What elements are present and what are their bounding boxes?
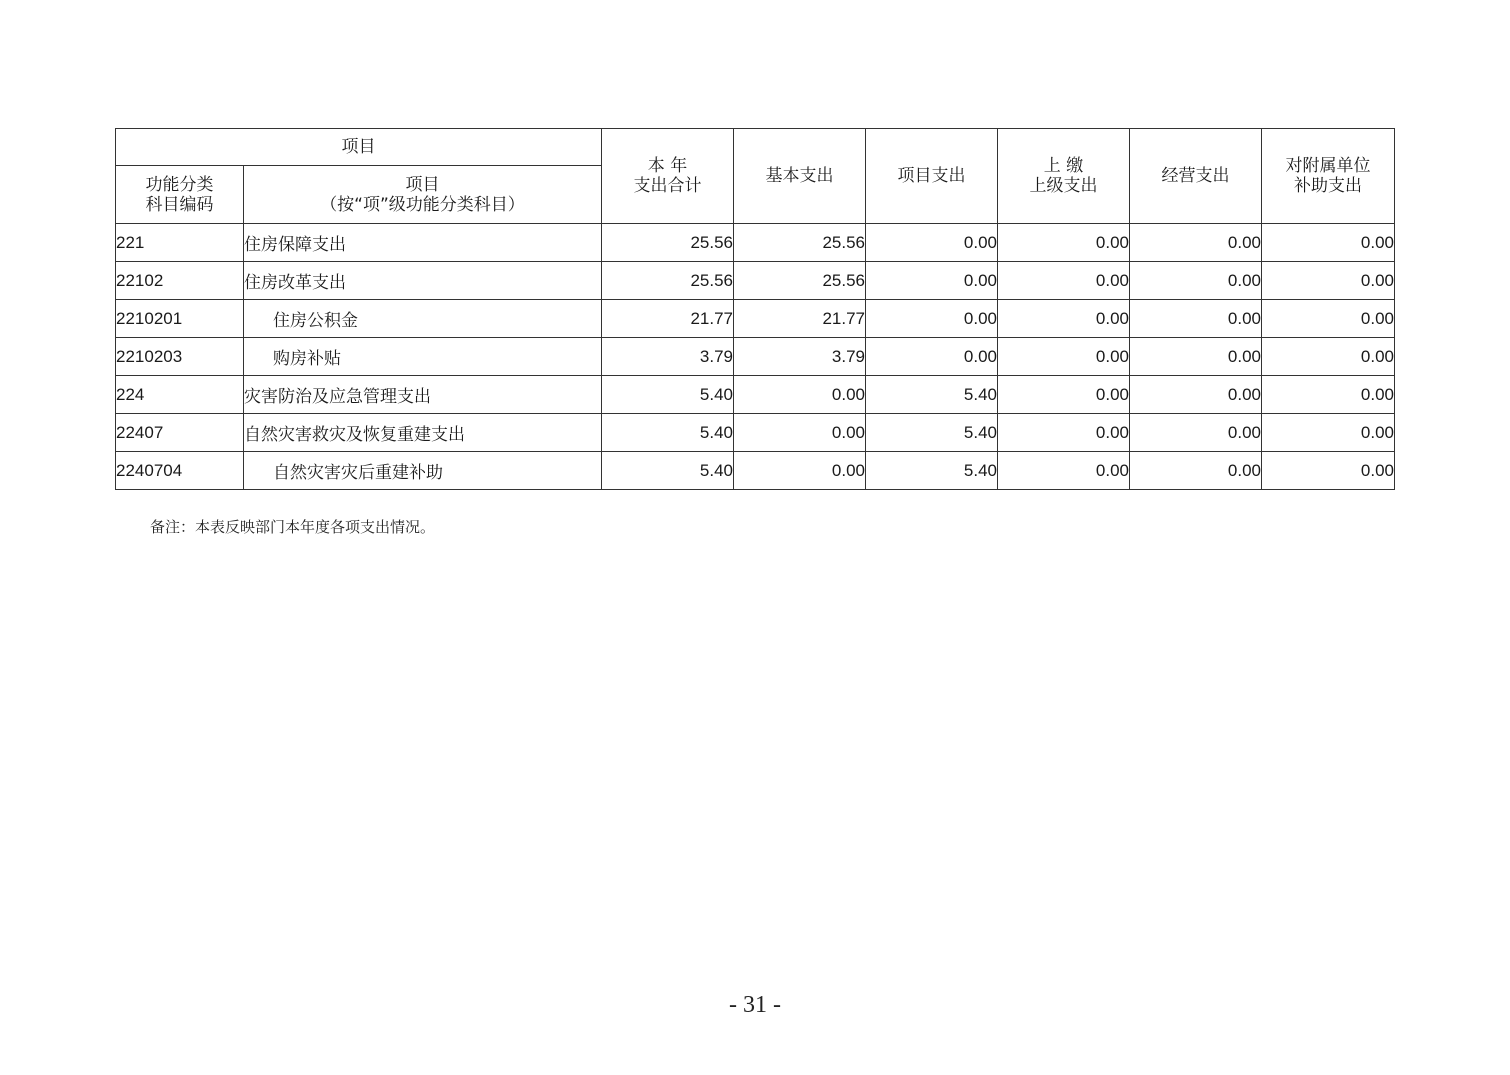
row-upper: 0.00: [998, 338, 1130, 376]
row-basic: 21.77: [734, 300, 866, 338]
row-project: 5.40: [866, 414, 998, 452]
table-row: [116, 300, 1395, 338]
row-code: 2210203: [116, 338, 244, 376]
row-subsidy: 0.00: [1262, 452, 1395, 490]
row-project: 0.00: [866, 300, 998, 338]
row-name: 购房补贴: [244, 338, 602, 376]
row-subsidy: 0.00: [1262, 224, 1395, 262]
row-total: 5.40: [602, 376, 734, 414]
table-row: [116, 262, 1395, 300]
row-name: 住房公积金: [244, 300, 602, 338]
row-project: 5.40: [866, 376, 998, 414]
row-upper: 0.00: [998, 376, 1130, 414]
row-total: 25.56: [602, 224, 734, 262]
row-total: 5.40: [602, 414, 734, 452]
row-subsidy: 0.00: [1262, 414, 1395, 452]
row-business: 0.00: [1130, 452, 1262, 490]
table-body: [116, 224, 1395, 490]
row-total: 25.56: [602, 262, 734, 300]
row-basic: 0.00: [734, 376, 866, 414]
header-business: 经营支出: [1130, 129, 1262, 224]
row-project: 0.00: [866, 262, 998, 300]
row-upper: 0.00: [998, 452, 1130, 490]
header-upper: 上 缴 上级支出: [998, 129, 1130, 224]
table-row: [116, 224, 1395, 262]
page-number: - 31 -: [729, 992, 781, 1018]
row-project: 5.40: [866, 452, 998, 490]
table-row: [116, 414, 1395, 452]
row-business: 0.00: [1130, 376, 1262, 414]
header-total: 本 年 支出合计: [602, 129, 734, 224]
table-header: [116, 129, 1395, 224]
row-name: 自然灾害救灾及恢复重建支出: [244, 414, 602, 452]
table-row: [116, 452, 1395, 490]
row-basic: 3.79: [734, 338, 866, 376]
header-basic: 基本支出: [734, 129, 866, 224]
row-code: 2210201: [116, 300, 244, 338]
header-project: 项目支出: [866, 129, 998, 224]
row-upper: 0.00: [998, 300, 1130, 338]
row-basic: 0.00: [734, 414, 866, 452]
header-item-group: 项目: [116, 129, 602, 166]
row-upper: 0.00: [998, 262, 1130, 300]
row-basic: 0.00: [734, 452, 866, 490]
row-subsidy: 0.00: [1262, 376, 1395, 414]
row-project: 0.00: [866, 338, 998, 376]
row-name: 灾害防治及应急管理支出: [244, 376, 602, 414]
row-code: 224: [116, 376, 244, 414]
header-item: 项目 （按“项”级功能分类科目）: [244, 166, 602, 224]
row-subsidy: 0.00: [1262, 300, 1395, 338]
table-row: [116, 338, 1395, 376]
row-subsidy: 0.00: [1262, 262, 1395, 300]
row-basic: 25.56: [734, 262, 866, 300]
row-name: 住房保障支出: [244, 224, 602, 262]
row-subsidy: 0.00: [1262, 338, 1395, 376]
row-name: 住房改革支出: [244, 262, 602, 300]
row-total: 5.40: [602, 452, 734, 490]
row-business: 0.00: [1130, 300, 1262, 338]
header-code: 功能分类 科目编码: [116, 166, 244, 224]
expenditure-table: [115, 128, 1395, 490]
table-row: [116, 376, 1395, 414]
row-project: 0.00: [866, 224, 998, 262]
row-total: 3.79: [602, 338, 734, 376]
row-code: 221: [116, 224, 244, 262]
table-note: 备注：本表反映部门本年度各项支出情况。: [150, 518, 436, 536]
row-name: 自然灾害灾后重建补助: [244, 452, 602, 490]
row-code: 2240704: [116, 452, 244, 490]
row-total: 21.77: [602, 300, 734, 338]
row-code: 22102: [116, 262, 244, 300]
row-basic: 25.56: [734, 224, 866, 262]
row-business: 0.00: [1130, 414, 1262, 452]
row-upper: 0.00: [998, 224, 1130, 262]
row-upper: 0.00: [998, 414, 1130, 452]
row-business: 0.00: [1130, 224, 1262, 262]
row-business: 0.00: [1130, 338, 1262, 376]
row-code: 22407: [116, 414, 244, 452]
header-subsidy: 对附属单位 补助支出: [1262, 129, 1395, 224]
row-business: 0.00: [1130, 262, 1262, 300]
